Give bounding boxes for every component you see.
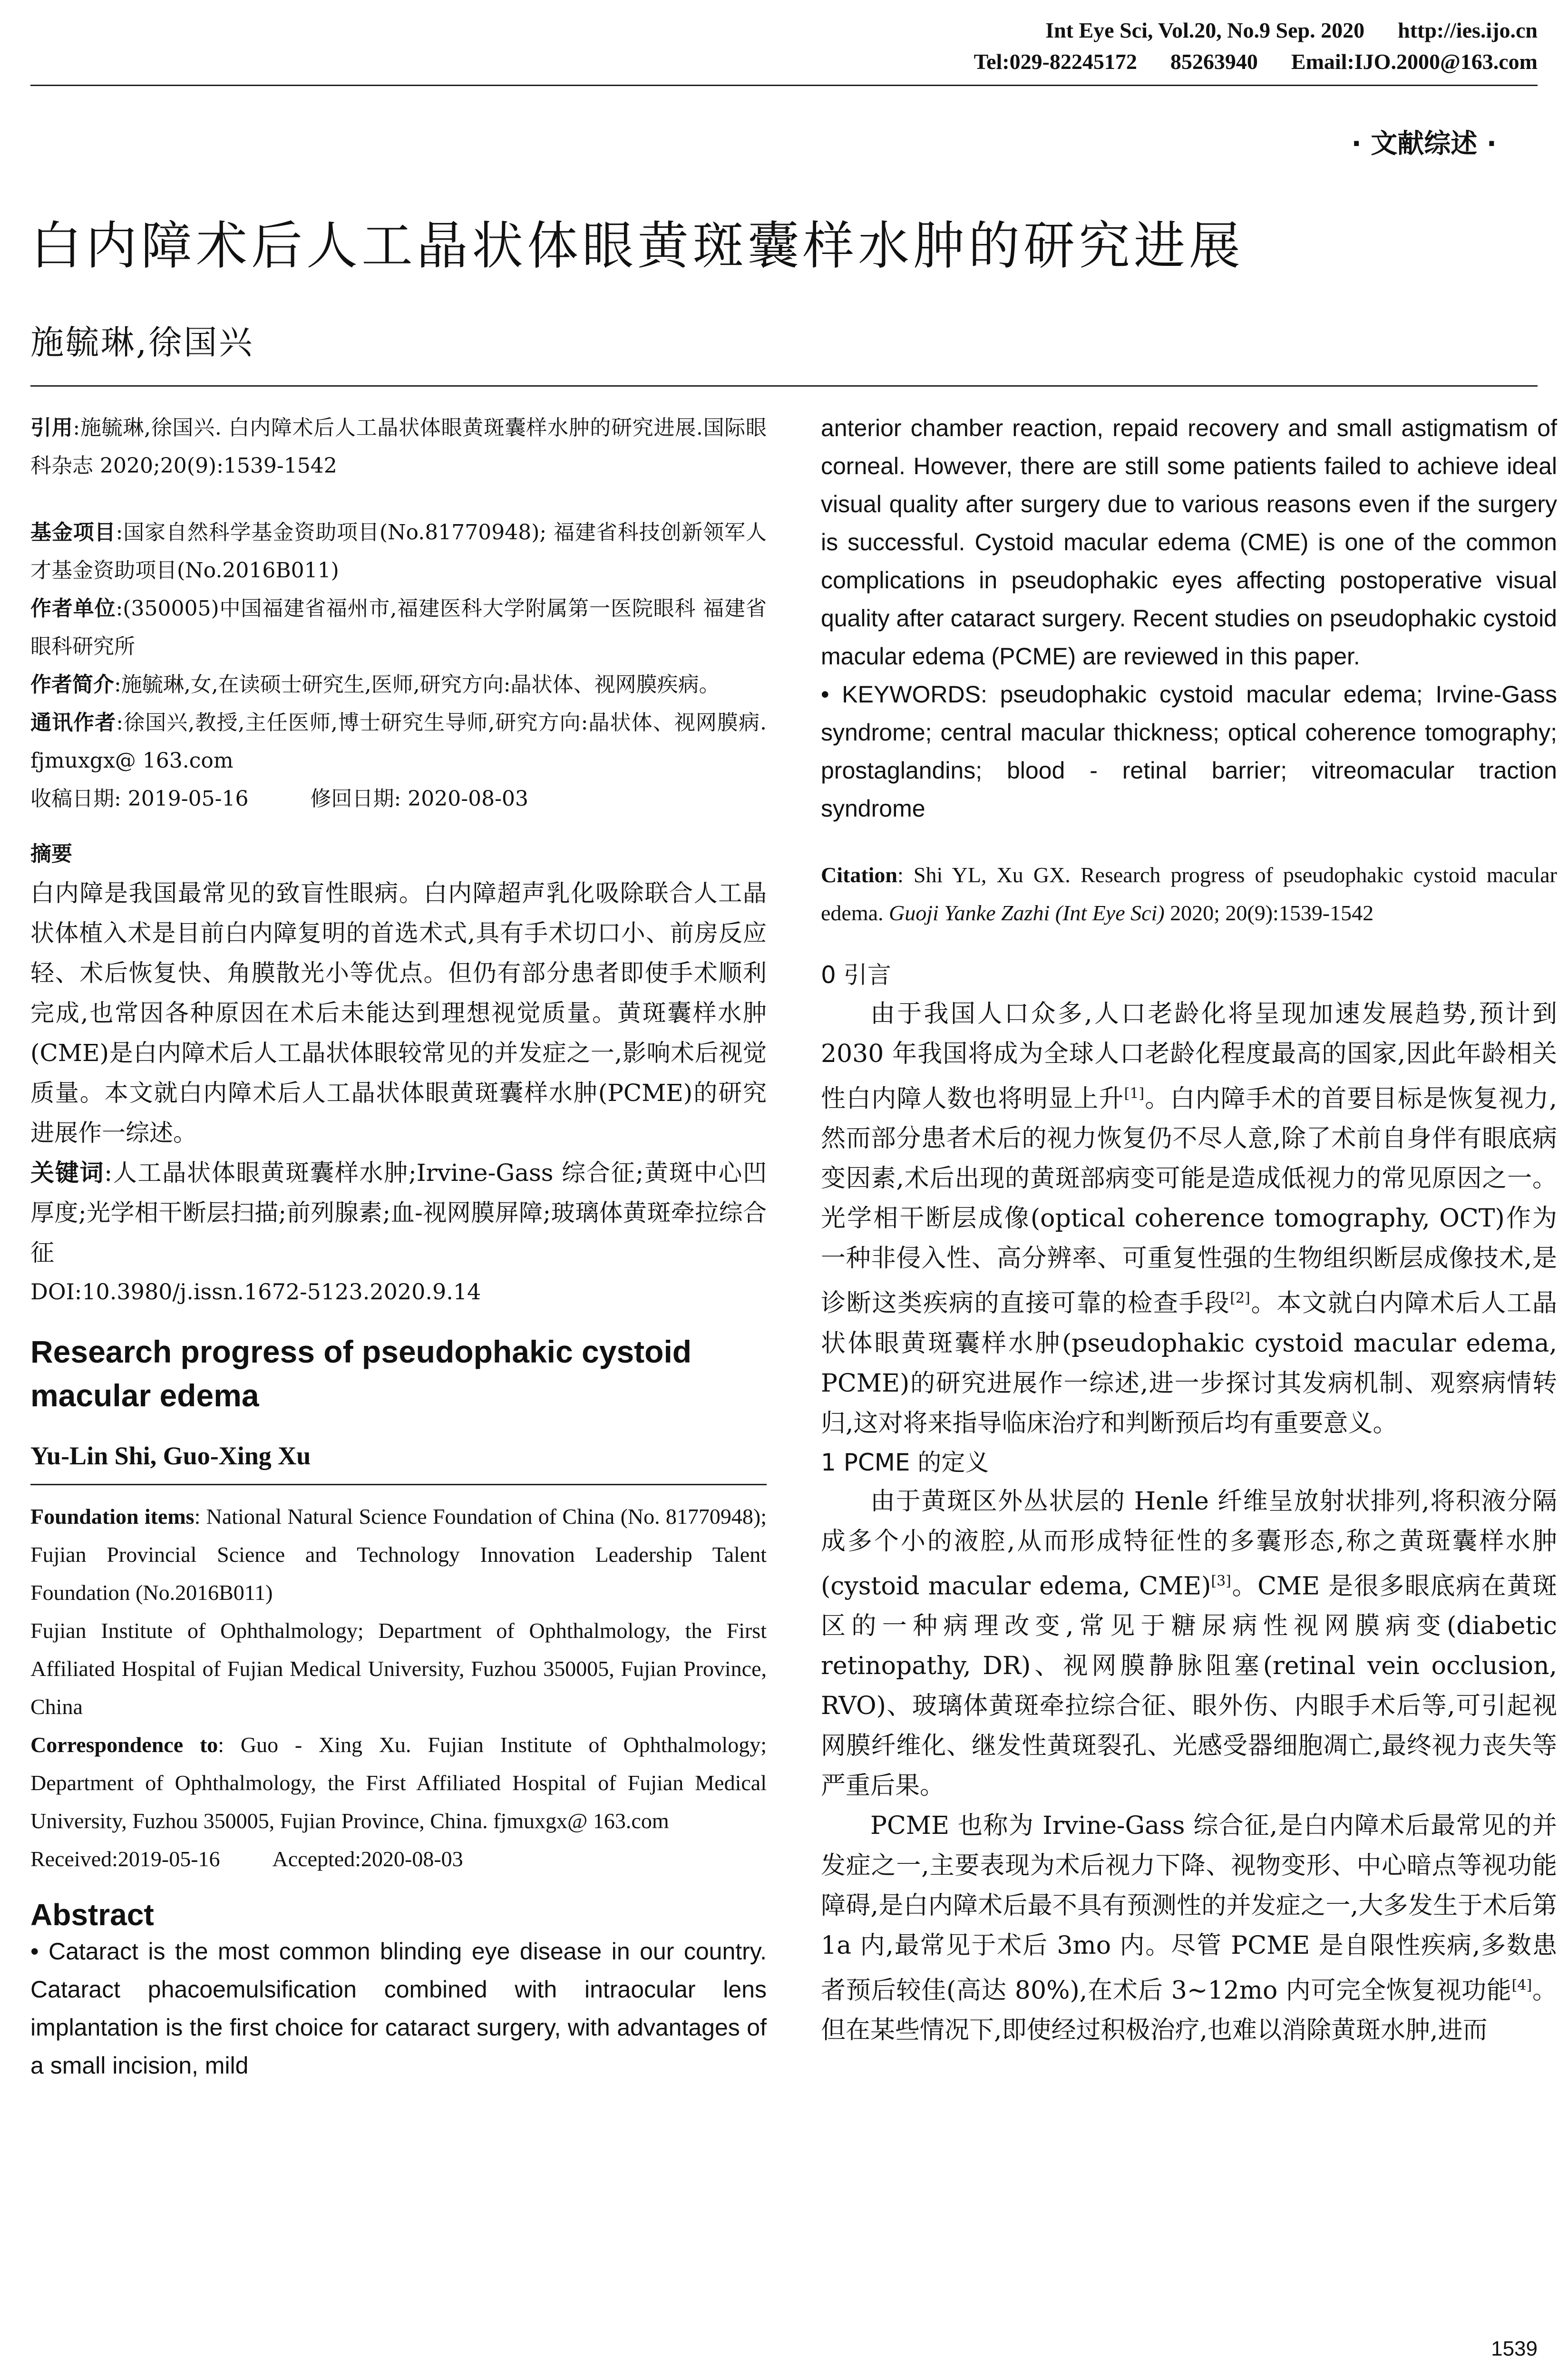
title-rule — [30, 385, 1538, 387]
fund-cn: 基金项目:国家自然科学基金资助项目(No.81770948); 福建省科技创新领军人才基金资助项目(No.2016B011) — [30, 520, 767, 583]
citation-en: Citation: Shi YL, Xu GX. Research progress of pseudophakic cystoid macular edema. Guoji Yanke Zazhi (Int Eye Sci) 2020; 20(9):1539-1542 — [821, 863, 1557, 925]
citation-cn: 引用:施毓琳,徐国兴. 白内障术后人工晶状体眼黄斑囊样水肿的研究进展.国际眼科杂志 2020;20(9):1539-1542 — [30, 416, 767, 478]
abstract-en: • Cataract is the most common blinding eye disease in our country. Cataract phacoemulsification combined with intraocular lens implantation is the first choice for cataract surgery, with advantages of a small incision, mild — [30, 1938, 767, 2079]
keywords-cn: 关键词:人工晶状体眼黄斑囊样水肿;Irvine-Gass 综合征;黄斑中心凹厚度;光学相干断层扫描;前列腺素;血-视网膜屏障;玻璃体黄斑牵拉综合征 — [30, 1159, 767, 1266]
dates-en: Received:2019-05-16 Accepted:2020-08-03 — [30, 1847, 463, 1871]
reference-2[interactable]: [2] — [1230, 1290, 1250, 1307]
journal-email: Email:IJO.2000@163.com — [1291, 49, 1538, 74]
section-0-heading: 0 引言 — [821, 961, 891, 989]
abstract-en-continued: anterior chamber reaction, repaid recovery and small astigmatism of corneal. However, there are still some patients failed to achieve ideal visual quality after surgery due to various reasons even if the surgery is successful. Cystoid macular edema (CME) is one of the common complications in pseudophakic eyes affecting postoperative visual quality after cataract surgery. Recent studies on pseudophakic cystoid macular edema (PCME) are reviewed in this paper. — [821, 415, 1557, 670]
english-authors: Yu-Lin Shi, Guo-Xing Xu — [30, 1442, 311, 1470]
journal-header-line2 — [941, 48, 1538, 76]
unit-cn: 作者单位:(350005)中国福建省福州市,福建医科大学附属第一医院眼科 福建省眼科研究所 — [30, 596, 767, 659]
abstract-cn: 白内障是我国最常见的致盲性眼病。白内障超声乳化吸除联合人工晶状体植入术是目前白内障复明的首选术式,具有手术切口小、前房反应轻、术后恢复快、角膜散光小等优点。但仍有部分患者即使手术顺利完成,也常因各种原因在术后未能达到理想视觉质量。黄斑囊样水肿(CME)是白内障术后人工晶状体眼较常见的并发症之一,影响术后视觉质量。本文就白内障术后人工晶状体眼黄斑囊样水肿(PCME)的研究进展作一综述。 — [30, 879, 767, 1147]
journal-header-line1 — [1012, 16, 1538, 45]
section-tag: · 文献综述 · — [1351, 128, 1497, 159]
doi: DOI:10.3980/j.issn.1672-5123.2020.9.14 — [30, 1279, 481, 1305]
abstract-cn-label: 摘要 — [30, 842, 72, 866]
reference-3[interactable]: [3] — [1211, 1572, 1231, 1589]
dates-cn: 收稿日期: 2019-05-16 修回日期: 2020-08-03 — [30, 787, 528, 811]
left-column — [30, 409, 767, 2085]
keywords-en: • KEYWORDS: pseudophakic cystoid macular edema; Irvine-Gass syndrome; central macular thickness; optical coherence tomography; prostaglandins; blood - retinal barrier; vitreomacular traction syndrome — [821, 681, 1557, 822]
reference-1[interactable]: [1] — [1124, 1085, 1145, 1102]
right-column — [821, 409, 1557, 2050]
section-1-paragraph-2: PCME 也称为 Irvine-Gass 综合征,是白内障术后最常见的并发症之一,主要表现为术后视力下降、视物变形、中心暗点等视功能障碍,是白内障术后最不具有预测性的并发症之一,大多发生于术后第 1a 内,最常见于术后 3mo 内。尽管 PCME 是自限性疾病,多数患者预后较佳(高达 80%),在术后 3~12mo 内可完全恢复视功能[4]。但在某些情况下,即使经过积极治疗,也难以消除黄斑水肿,进而 — [821, 1811, 1557, 2045]
journal-tel: Tel:029-82245172 — [974, 49, 1137, 74]
journal-tel2: 85263940 — [1170, 49, 1258, 74]
authors: 施毓琳,徐国兴 — [30, 323, 254, 362]
abstract-en-label: Abstract — [30, 1898, 154, 1932]
section-0-paragraph: 由于我国人口众多,人口老龄化将呈现加速发展趋势,预计到 2030 年我国将成为全球人口老龄化程度最高的国家,因此年龄相关性白内障人数也将明显上升[1]。白内障手术的首要目标是恢复视力,然而部分患者术后的视力恢复仍不尽人意,除了术前自身伴有眼底病变因素,术后出现的黄斑部病变可能是造成低视力的常见原因之一。光学相干断层成像(optical coherence tomography, OCT)作为一种非侵入性、高分辨率、可重复性强的生物组织断层成像技术,是诊断这类疾病的直接可靠的检查手段[2]。本文就白内障术后人工晶状体眼黄斑囊样水肿(pseudophakic cystoid macular edema, PCME)的研究进展作一综述,进一步探讨其发病机制、观察病情转归,这对将来指导临床治疗和判断预后均有重要意义。 — [821, 1000, 1557, 1438]
corr-cn: 通讯作者:徐国兴,教授,主任医师,博士研究生导师,研究方向:晶状体、视网膜病. fjmuxgx@ 163.com — [30, 711, 767, 773]
section-1-paragraph-1: 由于黄斑区外丛状层的 Henle 纤维呈放射状排列,将积液分隔成多个小的液腔,从而形成特征性的多囊形态,称之黄斑囊样水肿(cystoid macular edema, CME)[3]。CME 是很多眼底病在黄斑区的一种病理改变,常见于糖尿病性视网膜病变(diabetic retinopathy, DR)、视网膜静脉阻塞(retinal vein occlusion, RVO)、玻璃体黄斑牵拉综合征、眼外伤、内眼手术后等,可引起视网膜纤维化、继发性黄斑裂孔、光感受器细胞凋亡,最终视力丧失等严重后果。 — [821, 1487, 1557, 1800]
section-1-heading: 1 PCME 的定义 — [821, 1448, 989, 1476]
correspondence-en: Correspondence to: Guo - Xing Xu. Fujian Institute of Ophthalmology; Department of Ophthalmology, the First Affiliated Hospital of Fujian Medical University, Fuzhou 350005, Fujian Province, China. fjmuxgx@ 163.com — [30, 1733, 767, 1833]
page-number: 1539 — [1491, 2337, 1538, 2360]
journal-url: http://ies.ijo.cn — [1398, 18, 1538, 42]
page-title: 白内障术后人工晶状体眼黄斑囊样水肿的研究进展 — [30, 216, 1245, 276]
journal-citation: Int Eye Sci, Vol.20, No.9 Sep. 2020 — [1045, 18, 1365, 42]
bio-cn: 作者简介:施毓琳,女,在读硕士研究生,医师,研究方向:晶状体、视网膜疾病。 — [30, 672, 720, 697]
foundation-en: Foundation items: National Natural Science Foundation of China (No. 81770948); Fujian Provincial Science and Technology Innovation Leadership Talent Foundation (No.2016B011) — [30, 1504, 767, 1605]
english-title: Research progress of pseudophakic cystoid macular edema — [30, 1334, 692, 1413]
header-rule — [30, 85, 1538, 86]
affiliation-en: Fujian Institute of Ophthalmology; Department of Ophthalmology, the First Affiliated Hospital of Fujian Medical University, Fuzhou 350005, Fujian Province, China — [30, 1618, 767, 1719]
reference-4[interactable]: [4] — [1511, 1977, 1532, 1994]
